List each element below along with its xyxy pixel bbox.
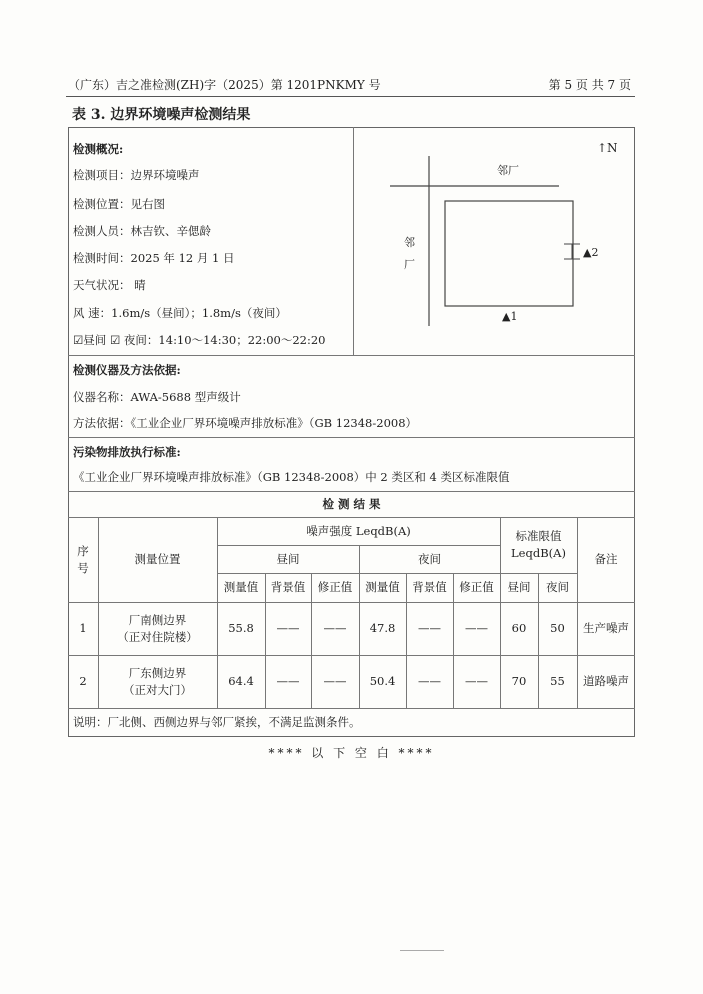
row1-night-measured: 47.8 — [369, 621, 396, 636]
row1-limit-day: 60 — [511, 621, 527, 636]
measure-point-1: ▲1 — [502, 310, 518, 323]
col-header-noise: 噪声强度 LeqdB(A) — [306, 523, 411, 538]
col-header-limit: 标准限值 LeqdB(A) — [511, 529, 566, 560]
row1-position: 厂南侧边界 （正对住院楼） — [117, 612, 198, 644]
instrument-heading: 检测仪器及方法依据: — [73, 363, 181, 377]
col-header-night-background: 背景值 — [412, 580, 447, 595]
row-line — [68, 708, 635, 709]
overview-period: ☑昼间 ☑ 夜间：14:10～14:30；22:00～22:20 — [73, 333, 326, 347]
instrument-name: 仪器名称：AWA-5688 型声级计 — [73, 390, 241, 404]
header-divider — [66, 96, 635, 97]
neighbor-left-label-2: 厂 — [404, 258, 415, 271]
measure-point-2: ▲2 — [583, 246, 599, 259]
row2-remark: 道路噪声 — [583, 674, 629, 689]
overview-item: 检测项目：边界环境噪声 — [73, 168, 200, 182]
col-header-night-corrected: 修正值 — [459, 580, 494, 595]
row2-limit-day: 70 — [511, 674, 527, 689]
row2-night-background: —— — [418, 674, 441, 689]
row2-position: 厂东侧边界 （正对大门） — [123, 665, 192, 697]
col-header-day-background: 背景值 — [270, 580, 306, 595]
document-number: （广东）吉之准检测(ZH)字（2025）第 1201PNKMY 号 — [68, 78, 381, 92]
row1-no: 1 — [79, 621, 87, 636]
col-header-position: 测量位置 — [134, 552, 181, 567]
col-header-day-measured: 测量值 — [223, 580, 259, 595]
overview-weather: 天气状况： 晴 — [73, 278, 146, 292]
row2-day-background: —— — [276, 674, 300, 689]
end-of-content-mark: **** 以 下 空 白 **** — [268, 746, 435, 760]
row2-no: 2 — [79, 674, 87, 689]
row1-day-background: —— — [276, 621, 300, 636]
overview-staff: 检测人员：林吉钦、辛偲龄 — [73, 224, 211, 238]
row1-day-measured: 55.8 — [228, 621, 254, 636]
overview-wind: 风 速：1.6m/s（昼间）；1.8m/s（夜间） — [73, 306, 287, 320]
table-title: 表 3. 边界环境噪声检测结果 — [72, 107, 251, 123]
divider — [68, 437, 635, 438]
north-arrow: ↑N — [597, 141, 618, 155]
row2-limit-night: 55 — [550, 674, 565, 689]
col-header-day: 昼间 — [276, 551, 300, 566]
row1-night-background: —— — [418, 621, 441, 636]
page-bottom-line — [400, 950, 444, 951]
col-header-night-measured: 测量值 — [365, 580, 400, 595]
results-note: 说明：厂北侧、西侧边界与邻厂紧挨，不满足监测条件。 — [73, 715, 361, 729]
row1-night-corrected: —— — [465, 621, 488, 636]
row1-day-corrected: —— — [323, 621, 347, 636]
site-map — [354, 128, 634, 354]
results-title: 检 测 结 果 — [322, 496, 381, 511]
standard-text: 《工业企业厂界环境噪声排放标准》（GB 12348-2008）中 2 类区和 4 类区标准限值 — [73, 470, 510, 484]
overview-location: 检测位置：见右图 — [73, 197, 165, 211]
col-header-remark: 备注 — [594, 552, 618, 567]
neighbor-top-label: 邻厂 — [497, 164, 519, 177]
page-indicator: 第 5 页 共 7 页 — [548, 78, 631, 92]
overview-time: 检测时间：2025 年 12 月 1 日 — [73, 251, 235, 265]
overview-heading: 检测概况: — [73, 142, 124, 156]
col-header-night: 夜间 — [418, 551, 441, 566]
divider — [68, 355, 635, 356]
col-header-no: 序 号 — [77, 543, 89, 575]
instrument-method: 方法依据：《工业企业厂界环境噪声排放标准》（GB 12348-2008） — [73, 416, 418, 430]
col-header-limit-day: 昼间 — [507, 580, 531, 595]
neighbor-left-label-1: 邻 — [404, 236, 415, 249]
standard-heading: 污染物排放执行标准: — [73, 445, 181, 459]
row1-limit-night: 50 — [550, 621, 565, 636]
row1-remark: 生产噪声 — [583, 621, 629, 636]
row2-night-corrected: —— — [465, 674, 488, 689]
row2-night-measured: 50.4 — [369, 674, 396, 689]
col-header-day-corrected: 修正值 — [317, 580, 353, 595]
row2-day-measured: 64.4 — [228, 674, 254, 689]
row2-day-corrected: —— — [323, 674, 347, 689]
col-header-limit-night: 夜间 — [546, 580, 569, 595]
